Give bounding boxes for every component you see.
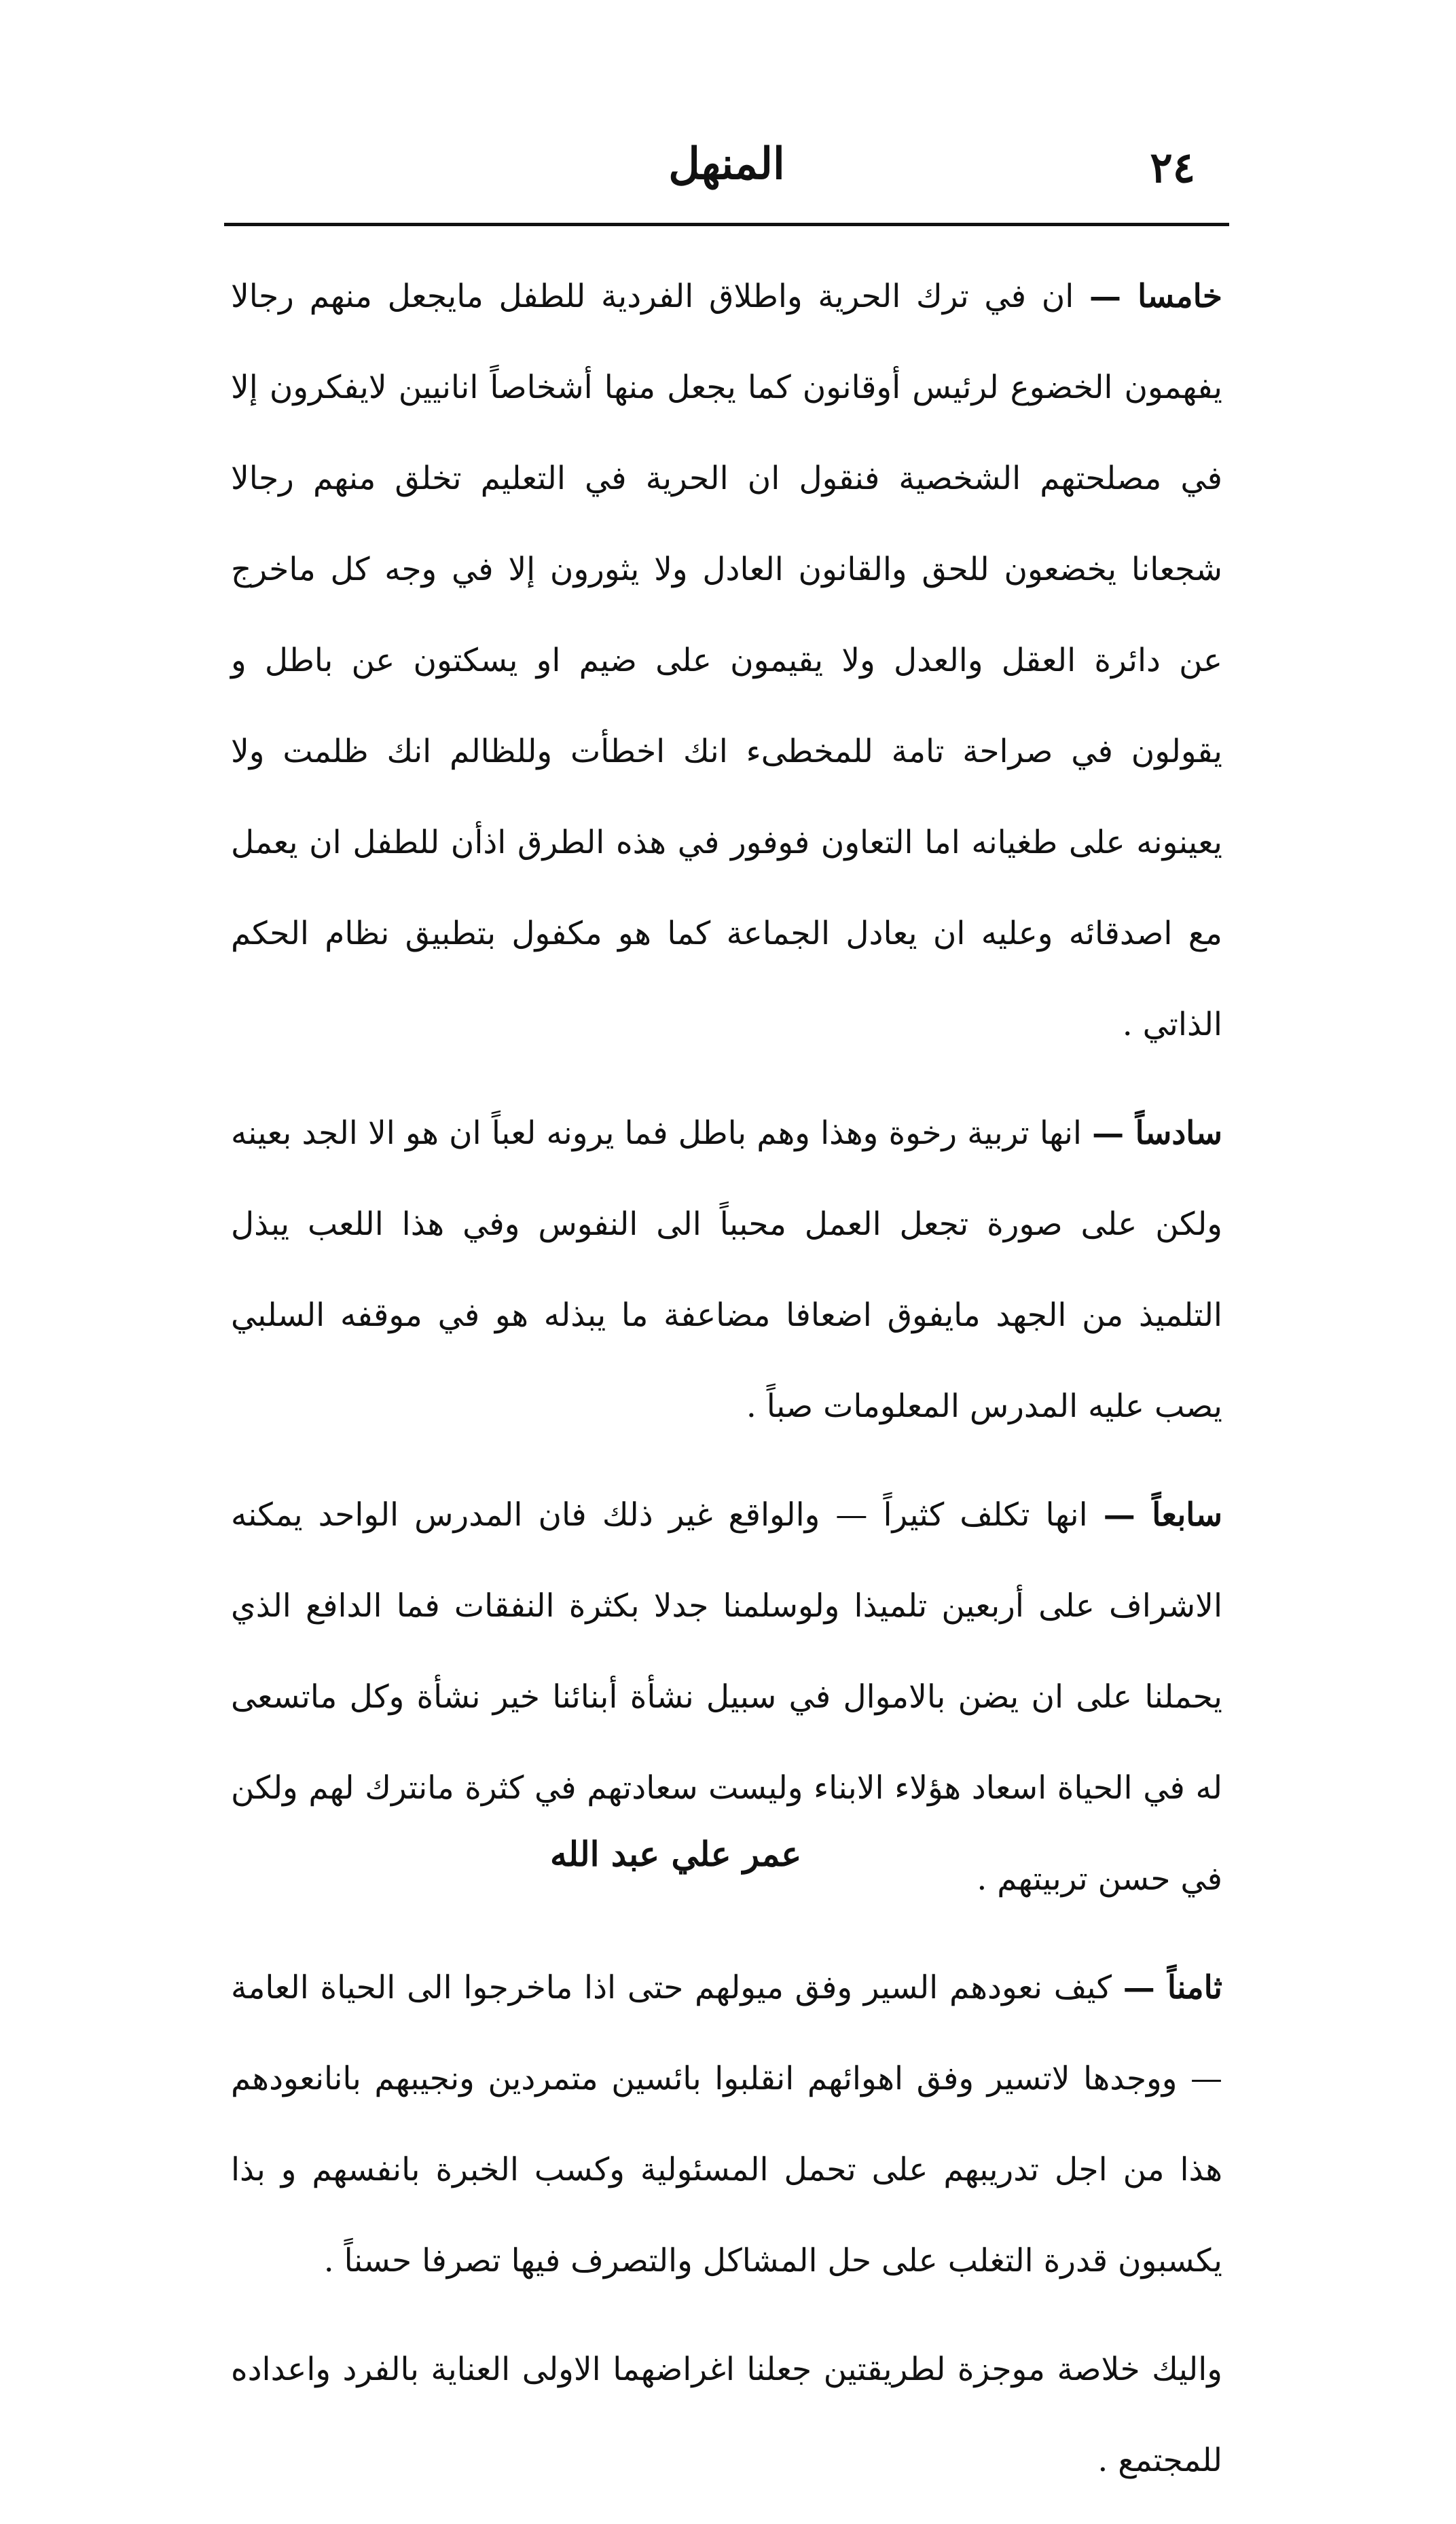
paragraph-lead: سادساً —: [1092, 1115, 1222, 1152]
paragraph-text: ان في ترك الحرية واطلاق الفردية للطفل مايجعل منهم رجالا يفهمون الخضوع لرئيس أوقانون كما يجعل منها أشخاصاً انانيين لايفكرون إلا في مصلحتهم الشخصية فنقول ان الحرية في التعليم تخلق منهم رجالا شجعانا يخضعون للحق والقانون العادل ولا يثورون إلا في وجه كل ماخرج عن دائرة العقل والعدل ولا يقيمون على ضيم او يسكتون عن باطل و يقولون في صراحة تامة للمخطىء انك اخطأت وللظالم انك ظلمت ولا يعينونه على طغيانه اما التعاون فوفور في هذه الطرق اذأن للطفل ان يعمل مع اصدقائه وعليه ان يعادل الجماعة كما هو مكفول بتطبيق نظام الحكم الذاتي .: [231, 278, 1222, 1043]
header-rule: [224, 223, 1229, 226]
page: [224, 122, 1229, 2479]
paragraph-lead: ثامناً —: [1123, 1969, 1222, 2006]
paragraph-lead: سابعاً —: [1103, 1496, 1222, 1534]
paragraph-text: انها تربية رخوة وهذا وهم باطل فما يرونه لعباً ان هو الا الجد بعينه ولكن على صورة تجعل العمل محبباً الى النفوس وفي هذا اللعب يبذل التلميذ من الجهد مايفوق اضعافا مضاعفة ما يبذله هو في موقفه السلبي يصب عليه المدرس المعلومات صباً .: [231, 1115, 1222, 1425]
running-title: المنهل: [668, 139, 785, 190]
paragraph-summary: [231, 2324, 1222, 2506]
paragraph-text: كيف نعودهم السير وفق ميولهم حتى اذا ماخرجوا الى الحياة العامة — ووجدها لاتسير وفق اهوائهم انقلبوا بائسين متمردين ونجيبهم بانانعودهم هذا من اجل تدريبهم على تحمل المسئولية وكسب الخبرة بانفسهم و بذا يكسبون قدرة التغلب على حل المشاكل والتصرف فيها تصرفا حسناً .: [231, 1969, 1222, 2279]
paragraph-text: واليك خلاصة موجزة لطريقتين جعلنا اغراضهما الاولى العناية بالفرد واعداده للمجتمع .: [231, 2351, 1222, 2479]
signature-row: [224, 1834, 1229, 1888]
article-body: [231, 251, 1222, 2524]
page-header: [224, 136, 1229, 211]
author-signature: عمر علي عبد الله: [550, 1834, 802, 1874]
paragraph-eighth: [231, 1943, 1222, 2307]
paragraph-text: انها تكلف كثيراً — والواقع غير ذلك فان المدرس الواحد يمكنه الاشراف على أربعين تلميذا ولوسلمنا جدلا بكثرة النفقات فما الدافع الذي يحملنا على ان يضن بالاموال في سبيل نشأة أبنائنا خير نشأة وكل ماتسعى له في الحياة اسعاد هؤلاء الابناء وليست سعادتهم في كثرة مانترك لهم ولكن في حسن تربيتهم .: [231, 1496, 1222, 1898]
paragraph-lead: خامسا —: [1089, 278, 1222, 315]
page-number: ٢٤: [1150, 143, 1195, 192]
paragraph-fifth: [231, 251, 1222, 1070]
paragraph-sixth: [231, 1088, 1222, 1452]
